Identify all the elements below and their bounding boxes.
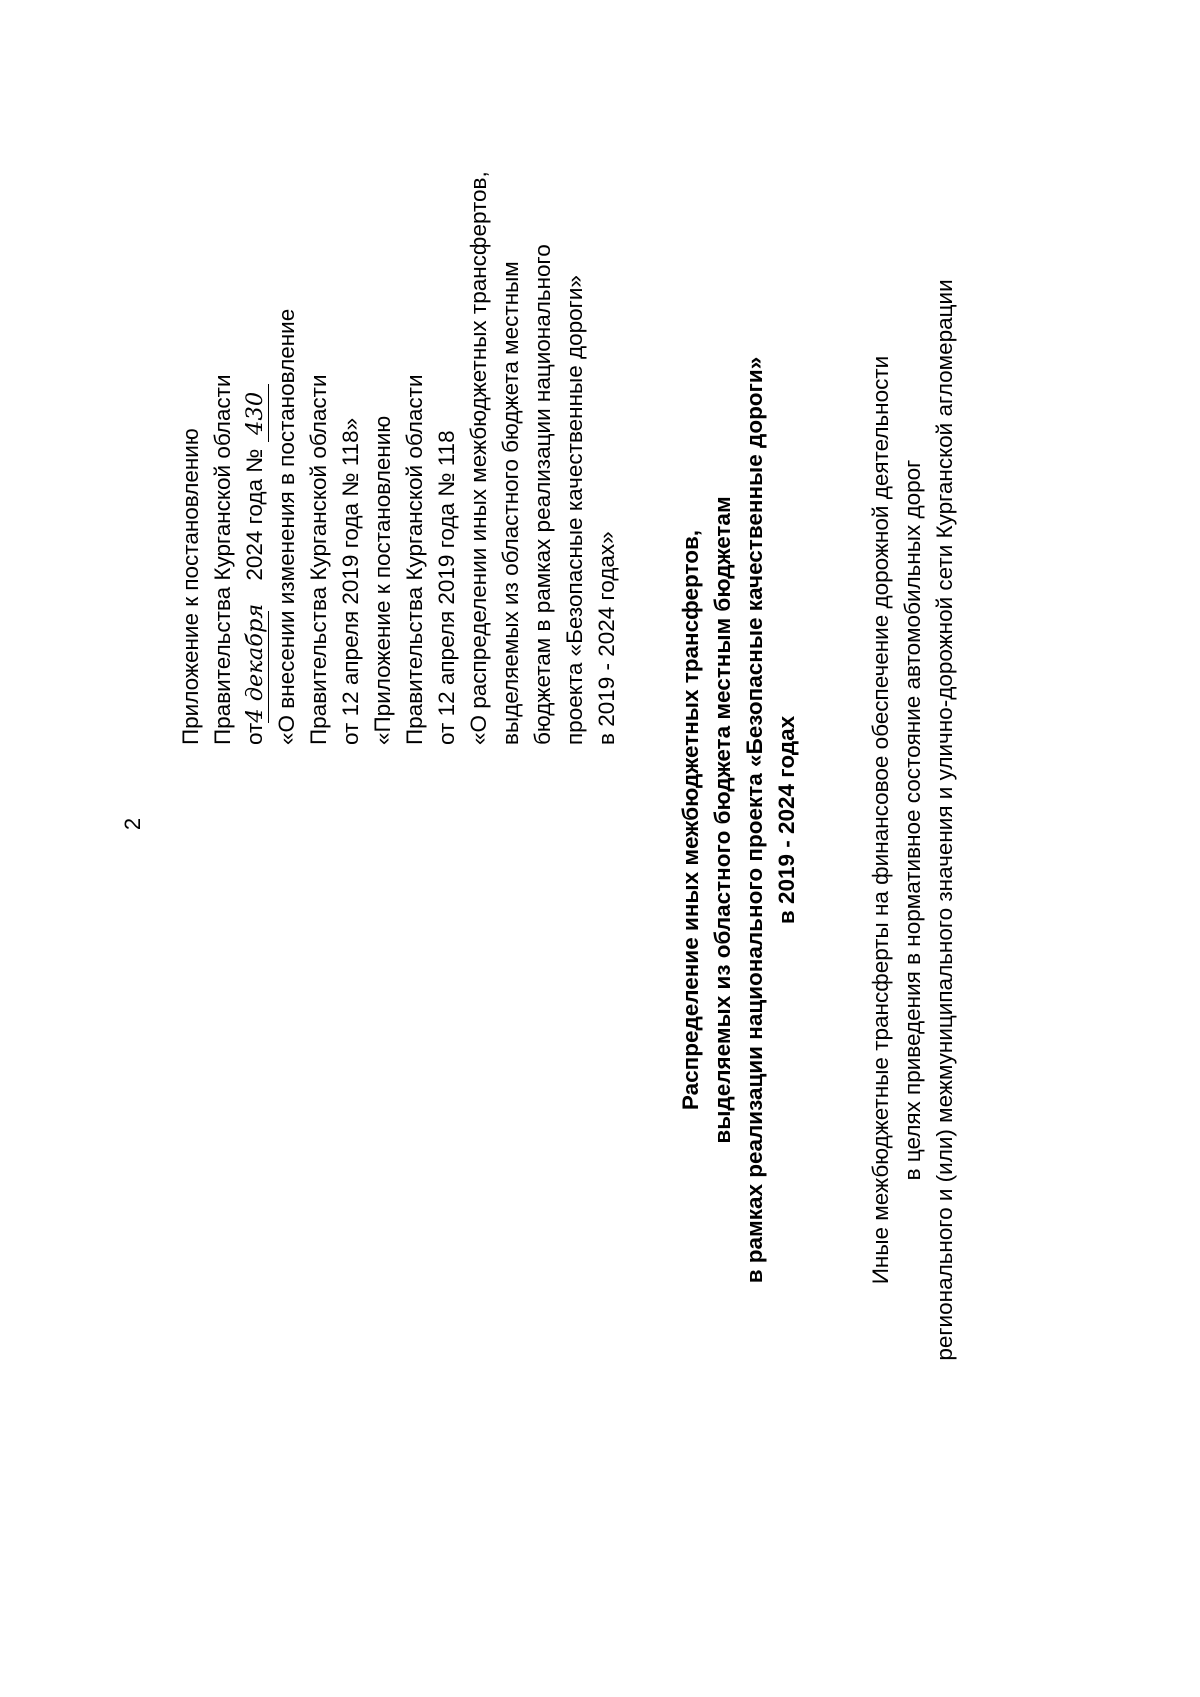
handwritten-date: 4 декабря	[242, 603, 268, 723]
appendix-amendment-block	[175, 309, 367, 745]
appendix-line: Приложение к постановлению	[178, 428, 203, 745]
appendix-line: проекта «Безопасные качественные дороги»	[562, 275, 587, 745]
heading-line: в 2019 - 2024 годах	[774, 715, 799, 925]
appendix-line: бюджетам в рамках реализации национального	[530, 244, 555, 745]
appendix-line: выделяемых из областного бюджета местным	[498, 261, 523, 745]
heading-line: Распределение иных межбюджетных трансфертов,	[678, 529, 703, 1111]
appendix-line: Правительства Курганской области	[210, 374, 235, 745]
intro-line: Иные межбюджетные трансферты на финансовое обеспечение дорожной деятельности	[868, 355, 893, 1285]
intro-paragraph	[865, 105, 961, 1535]
appendix-original-block	[367, 171, 623, 745]
appendix-line: от 12 апреля 2019 года № 118»	[338, 417, 363, 745]
intro-line: регионального и (или) межмуниципального значения и улично-дорожной сети Курганской агломерации	[932, 279, 957, 1361]
handwritten-number: 430	[242, 384, 269, 442]
from-prefix: от	[242, 722, 267, 745]
appendix-line: «О внесении изменения в постановление	[274, 308, 299, 745]
page-number: 2	[120, 817, 145, 831]
document-heading	[675, 105, 803, 1535]
intro-line: в целях приведения в нормативное состояние автомобильных дорог	[900, 459, 925, 1181]
heading-line: в рамках реализации национального проекта «Безопасные качественные дороги»	[742, 356, 767, 1284]
appendix-line: «О распределении иных межбюджетных трансфертов,	[466, 171, 491, 745]
year-text: 2024 года №	[242, 448, 267, 581]
rotated-page-content	[175, 105, 1035, 1535]
appendix-line: в 2019 - 2024 годах»	[594, 531, 619, 745]
appendix-line: Правительства Курганской области	[402, 374, 427, 745]
appendix-line: Правительства Курганской области	[306, 374, 331, 745]
appendix-line: «Приложение к постановлению	[370, 415, 395, 745]
heading-line: выделяемых из областного бюджета местным бюджетам	[710, 496, 735, 1144]
appendix-date-line	[239, 309, 271, 745]
appendix-line: от 12 апреля 2019 года № 118	[434, 430, 459, 745]
